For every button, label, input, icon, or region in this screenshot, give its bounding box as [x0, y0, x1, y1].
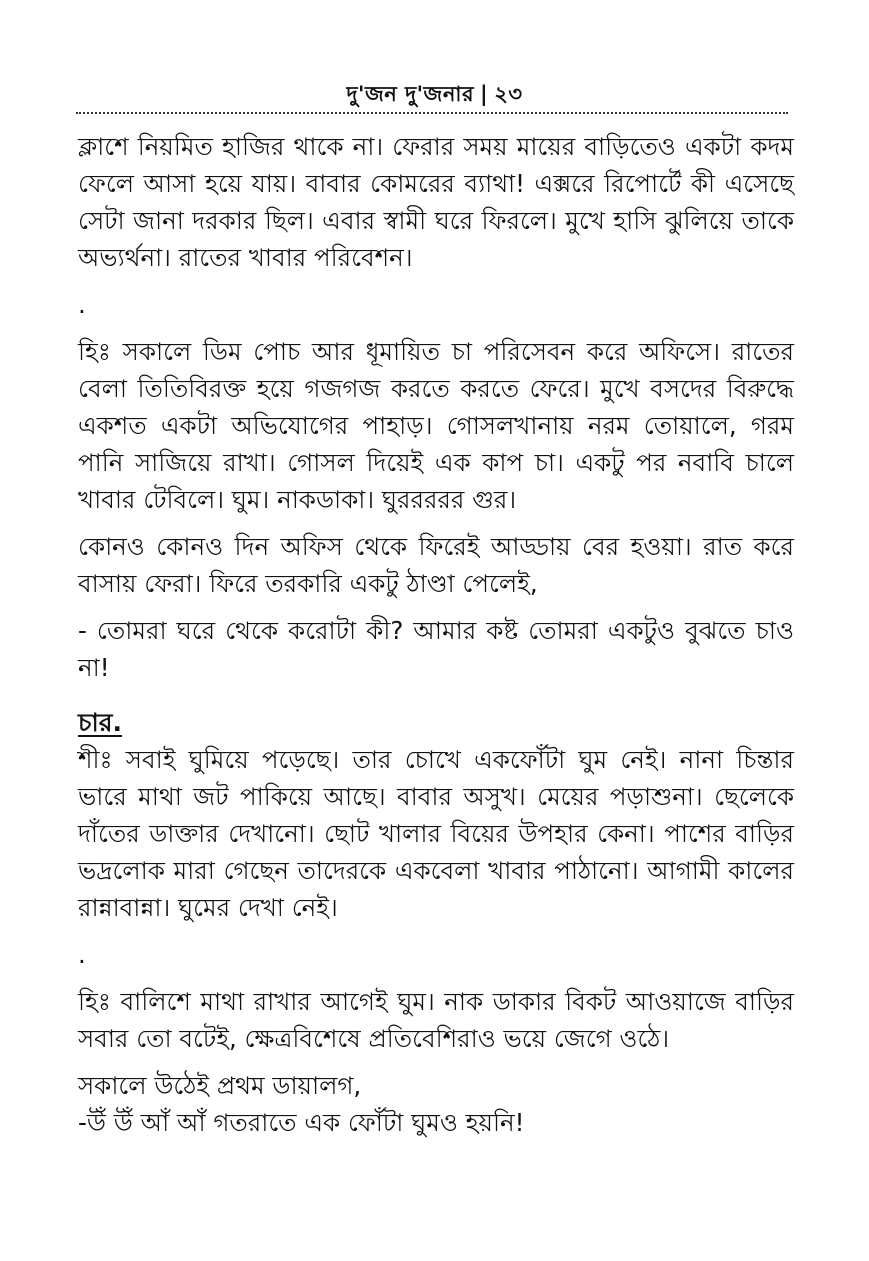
page-body — [78, 128, 794, 1141]
header-dotted-rule — [76, 112, 788, 114]
section-dot-1: . — [78, 290, 86, 319]
book-title: দু'জন দু'জনার — [346, 82, 475, 106]
paragraph-2: হিঃ সকালে ডিম পোচ আর ধূমায়িত চা পরিসেবন করে অফিসে। রাতের বেলা তিতিবিরক্ত হয়ে গজগজ করতে করতে ফেরে। মুখে বসদের বিরুদ্ধে একশত একটা অভিযোগের পাহাড়। গোসলখানায় নরম তোয়ালে, গরম পানি সাজিয়ে রাখা। গোসল দিয়েই এক কাপ চা। একটু পর নবাবি চালে খাবার টেবিলে। ঘুম। নাকডাকা। ঘুররররর গুর। — [78, 337, 794, 514]
paragraph-5: শীঃ সবাই ঘুমিয়ে পড়েছে। তার চোখে একফোঁটা ঘুম নেই। নানা চিন্তার ভারে মাথা জট পাকিয়ে আছে। বাবার অসুখ। মেয়ের পড়াশুনা। ছেলেকে দাঁতের ডাক্তার দেখানো। ছোট খালার বিয়ের উপহার কেনা। পাশের বাড়ির ভদ্রলোক মারা গেছেন তাদেরকে একবেলা খাবার পাঠানো। আগামী কালের রান্নাবান্না। ঘুমের দেখা নেই। — [78, 745, 794, 922]
paragraph-6: হিঃ বালিশে মাথা রাখার আগেই ঘুম। নাক ডাকার বিকট আওয়াজে বাড়ির সবার তো বটেই, ক্ষেত্রবিশেষে প্রতিবেশিরাও ভয়ে জেগে ওঠে। — [78, 987, 794, 1053]
paragraph-8: -উঁ উঁ আঁ আঁ গতরাতে এক ফোঁটা ঘুমও হয়নি! — [78, 1108, 525, 1137]
paragraph-1: ক্লাশে নিয়মিত হাজির থাকে না। ফেরার সময় মায়ের বাড়িতেও একটা কদম ফেলে আসা হয়ে যায়। বাবার কোমরের ব্যাথা! এক্সরে রিপোর্টে কী এসেছে সেটা জানা দরকার ছিল। এবার স্বামী ঘরে ফিরলে। মুখে হাসি ঝুলিয়ে তাকে অভ্যর্থনা। রাতের খাবার পরিবেশন। — [78, 132, 794, 272]
page-number: ২৩ — [494, 82, 523, 106]
paragraph-7: সকালে উঠেই প্রথম ডায়ালগ, — [78, 1071, 362, 1100]
paragraph-3: কোনও কোনও দিন অফিস থেকে ফিরেই আড্ডায় বের হওয়া। রাত করে বাসায় ফেরা। ফিরে তরকারি একটু ঠাণ্ডা পেলেই, — [78, 532, 794, 598]
header-separator: | — [480, 82, 489, 106]
running-header — [0, 78, 869, 113]
paragraph-4: - তোমরা ঘরে থেকে করোটা কী? আমার কষ্ট তোমরা একটুও বুঝতে চাও না! — [78, 616, 794, 682]
section-heading: চার. — [78, 708, 122, 737]
section-dot-2: . — [78, 940, 86, 969]
